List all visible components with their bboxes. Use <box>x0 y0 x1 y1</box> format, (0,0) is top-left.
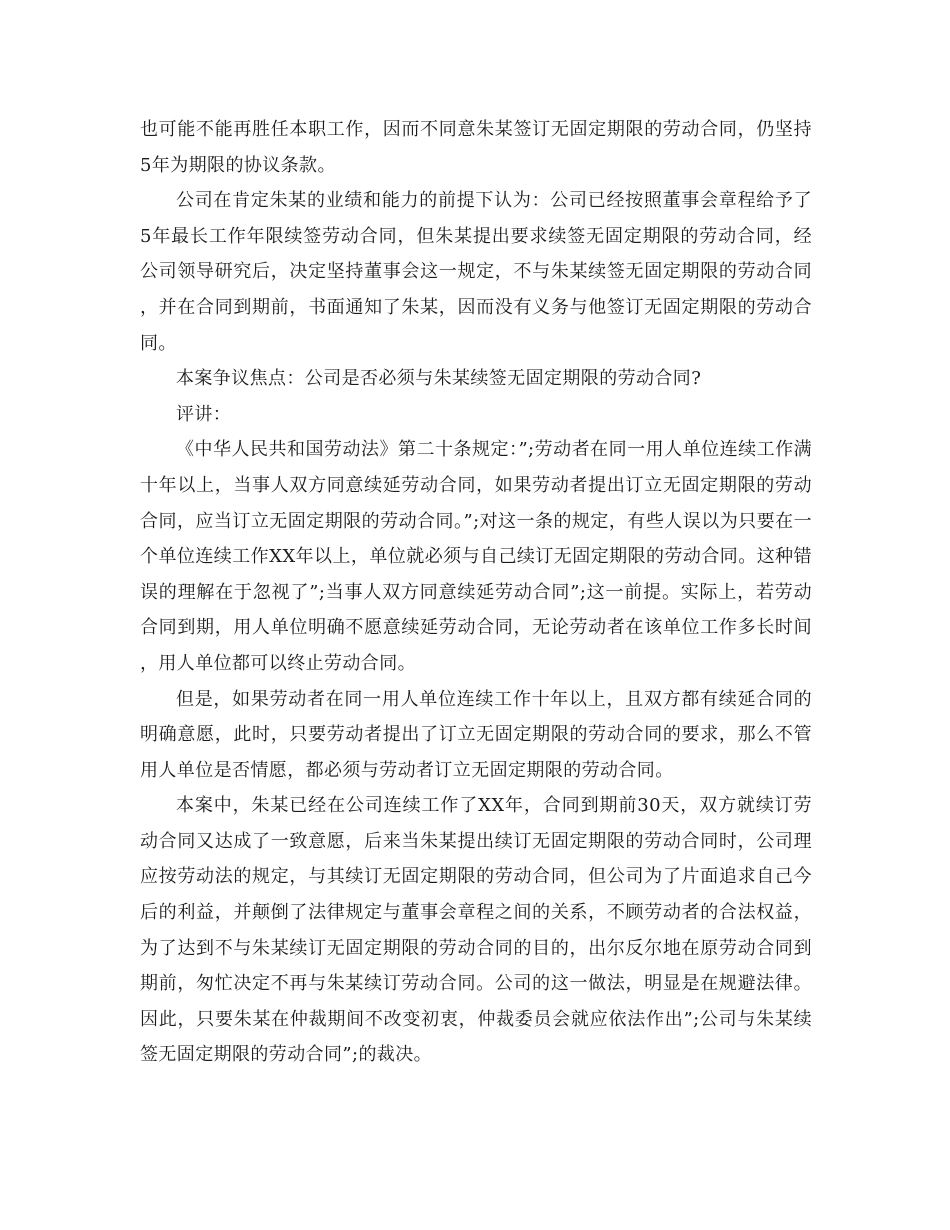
paragraph-company-position: 公司在肯定朱某的业绩和能力的前提下认为：公司已经按照董事会章程给予了5年最长工作年限续签劳动合同，但朱某提出要求续签无固定期限的劳动合同，经公司领导研究后，决定坚持董事会这一规定，不与朱某续签无固定期限的劳动合同，并在合同到期前，书面通知了朱某，因而没有义务与他签订无固定期限的劳动合同。 <box>140 190 812 354</box>
paragraph-commentary-heading: 评讲： <box>176 403 232 425</box>
paragraph-mutual-intent: 但是，如果劳动者在同一用人单位连续工作十年以上，且双方都有续延合同的明确意愿，此时，只要劳动者提出了订立无固定期限的劳动合同的要求，那么不管用人单位是否情愿，都必须与劳动者订立无固定期限的劳动合同。 <box>140 688 812 781</box>
paragraph-labor-law-article: 《中华人民共和国劳动法》第二十条规定：”;劳动者在同一用人单位连续工作满十年以上，当事人双方同意续延劳动合同，如果劳动者提出订立无固定期限的劳动合同，应当订立无固定期限的劳动合同。”;对这一条的规定，有些人误以为只要在一个单位连续工作XX年以上，单位就必须与自己续订无固定期限的劳动合同。这种错误的理解在于忽视了”;当事人双方同意续延劳动合同”;这一前提。实际上，若劳动合同到期，用人单位明确不愿意续延劳动合同，无论劳动者在该单位工作多长时间，用人单位都可以终止劳动合同。 <box>140 439 812 674</box>
document-body <box>140 112 812 1073</box>
paragraph-case-analysis: 本案中，朱某已经在公司连续工作了XX年，合同到期前30天，双方就续订劳动合同又达成了一致意愿，后来当朱某提出续订无固定期限的劳动合同时，公司理应按劳动法的规定，与其续订无固定期限的劳动合同，但公司为了片面追求自己今后的利益，并颠倒了法律规定与董事会章程之间的关系，不顾劳动者的合法权益，为了达到不与朱某续订无固定期限的劳动合同的目的，出尔反尔地在原劳动合同到期前，匆忙决定不再与朱某续订劳动合同。公司的这一做法，明显是在规避法律。因此，只要朱某在仲裁期间不改变初衷，仲裁委员会就应依法作出”;公司与朱某续签无固定期限的劳动合同”;的裁决。 <box>140 795 812 1066</box>
paragraph-continuation: 也可能不能再胜任本职工作，因而不同意朱某签订无固定期限的劳动合同，仍坚持5年为期限的协议条款。 <box>140 119 812 176</box>
paragraph-dispute-focus: 本案争议焦点：公司是否必须与朱某续签无固定期限的劳动合同? <box>176 368 702 390</box>
